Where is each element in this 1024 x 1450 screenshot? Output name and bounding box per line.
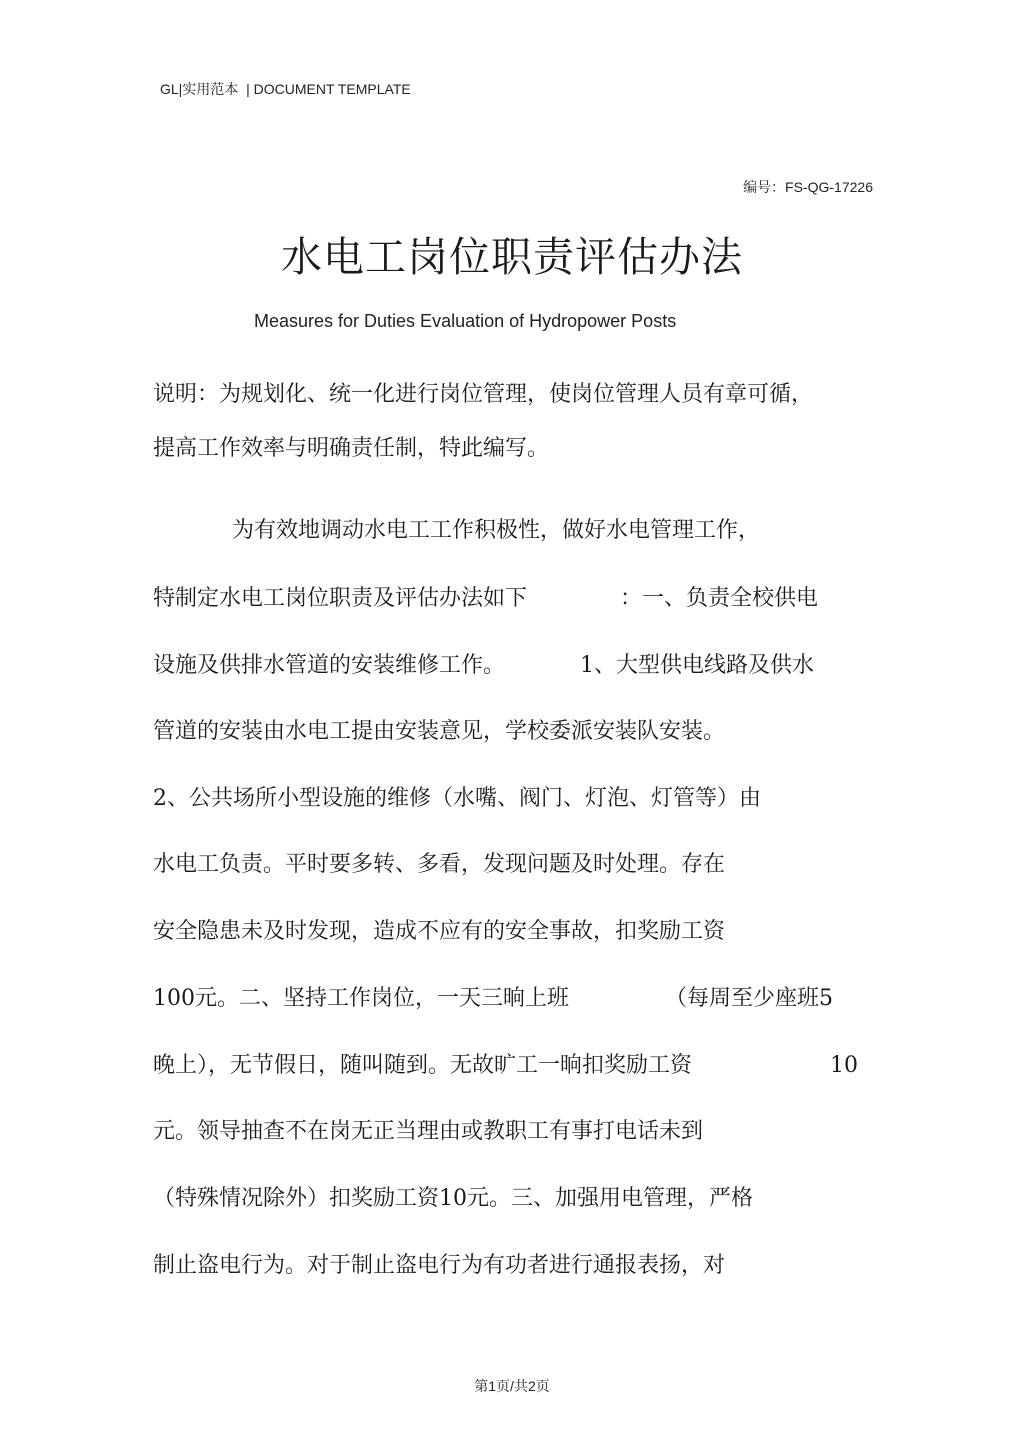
document-number: 编号：FS-QG-17226 [743,179,873,195]
document-subtitle: Measures for Duties Evaluation of Hydropower Posts [254,311,677,331]
body-line: （每周至少座班5 [665,986,833,1011]
body-line: 安全隐患未及时发现，造成不应有的安全事故，扣奖励工资 [153,919,726,944]
body-line: 晚上），无节假日，随叫随到。无故旷工一晌扣奖励工资 [153,1053,693,1078]
body-line: 设施及供排水管道的安装维修工作。 [153,653,506,678]
body-line: 管道的安装由水电工提由安装意见，学校委派安装队安装。 [153,719,726,744]
page-number: 第1页/共2页 [474,1378,550,1394]
body-line: 制止盗电行为。对于制止盗电行为有功者进行通报表扬，对 [153,1253,726,1278]
document-title: 水电工岗位职责评估办法 [281,233,743,281]
description-line: 提高工作效率与明确责任制，特此编写。 [153,436,550,461]
body-line: 10 [830,1053,858,1078]
body-line: 特制定水电工岗位职责及评估办法如下 [153,586,528,611]
body-line: ：一、负责全校供电 [620,586,819,611]
body-line: （特殊情况除外）扣奖励工资10元。三、加强用电管理，严格 [153,1186,753,1211]
body-line: 水电工负责。平时要多转、多看，发现问题及时处理。存在 [153,852,726,877]
document-header: GL|实用范本 | DOCUMENT TEMPLATE [160,81,411,97]
description-line: 说明：为规划化、统一化进行岗位管理，使岗位管理人员有章可循， [153,382,814,407]
body-line: 2、公共场所小型设施的维修（水嘴、阀门、灯泡、灯管等）由 [153,786,761,811]
body-line: 100元。二、坚持工作岗位，一天三晌上班 [153,986,569,1011]
body-line: 为有效地调动水电工工作积极性，做好水电管理工作， [232,518,761,543]
body-line: 1、大型供电线路及供水 [580,653,814,678]
body-line: 元。领导抽查不在岗无正当理由或教职工有事打电话未到 [153,1119,704,1144]
